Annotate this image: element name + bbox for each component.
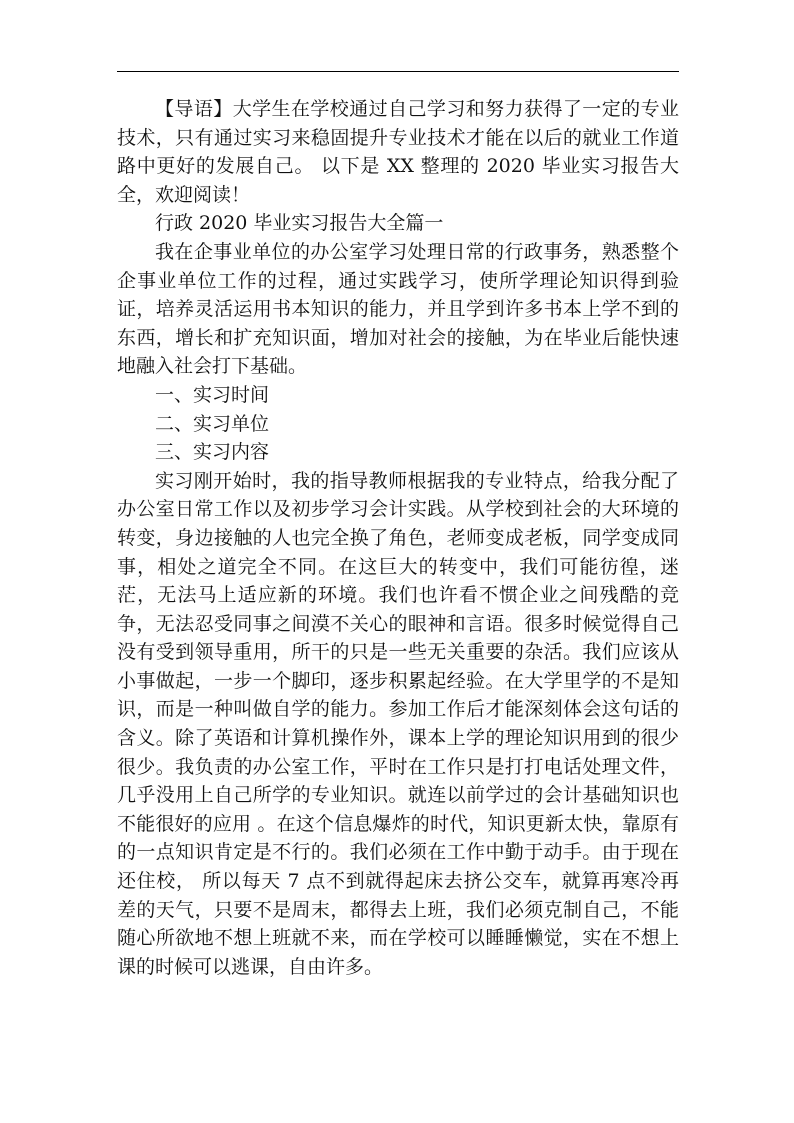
list-item-internship-content: 三、实习内容: [155, 441, 270, 464]
body-paragraph: 我在企事业单位的办公室学习处理日常的行政事务，熟悉整个企事业单位工作的过程，通过实践学习，使所学理论知识得到验证，培养灵活运用书本知识的能力，并且学到许多书本上学不到的东西，增长和扩充知识面，增加对社会的接触，为在毕业后能快速地融入社会打下基础。: [117, 240, 679, 378]
list-item-internship-time: 一、实习时间: [155, 383, 270, 406]
header-rule: [117, 71, 679, 72]
document-body: [117, 95, 679, 981]
list-item-internship-unit: 二、实习单位: [155, 412, 270, 435]
body-paragraph: 实习刚开始时，我的指导教师根据我的专业特点，给我分配了办公室日常工作以及初步学习会计实践。从学校到社会的大环境的转变，身边接触的人也完全换了角色，老师变成老板，同学变成同事，相处之道完全不同。在这巨大的转变中，我们可能彷徨，迷茫，无法马上适应新的环境。我们也许看不惯企业之间残酷的竞争，无法忍受同事之间漠不关心的眼神和言语。很多时候觉得自己没有受到领导重用，所干的只是一些无关重要的杂活。我们应该从小事做起，一步一个脚印，逐步积累起经验。在大学里学的不是知识，而是一种叫做自学的能力。参加工作后才能深刻体会这句话的含义。除了英语和计算机操作外，课本上学的理论知识用到的很少很少。我负责的办公室工作，平时在工作只是打打电话处理文件，几乎没用上自己所学的专业知识。就连以前学过的会计基础知识也不能很好的应用 。在这个信息爆炸的时代，知识更新太快，靠原有的一点知识肯定是不行的。我们必须在工作中勤于动手。由于现在还住校， 所以每天 7 点不到就得起床去挤公交车，就算再寒冷再差的天气，只要不是周末，都得去上班，我们必须克制自己，不能随心所欲地不想上班就不来，而在学校可以睡睡懒觉，实在不想上课的时候可以逃课，自由许多。: [117, 469, 679, 978]
intro-paragraph: 【导语】大学生在学校通过自己学习和努力获得了一定的专业技术，只有通过实习来稳固提升专业技术才能在以后的就业工作道路中更好的发展自己。 以下是 XX 整理的 2020 毕业实习报告大全，欢迎阅读！: [117, 98, 679, 206]
section-title: 行政 2020 毕业实习报告大全篇一: [155, 212, 444, 235]
